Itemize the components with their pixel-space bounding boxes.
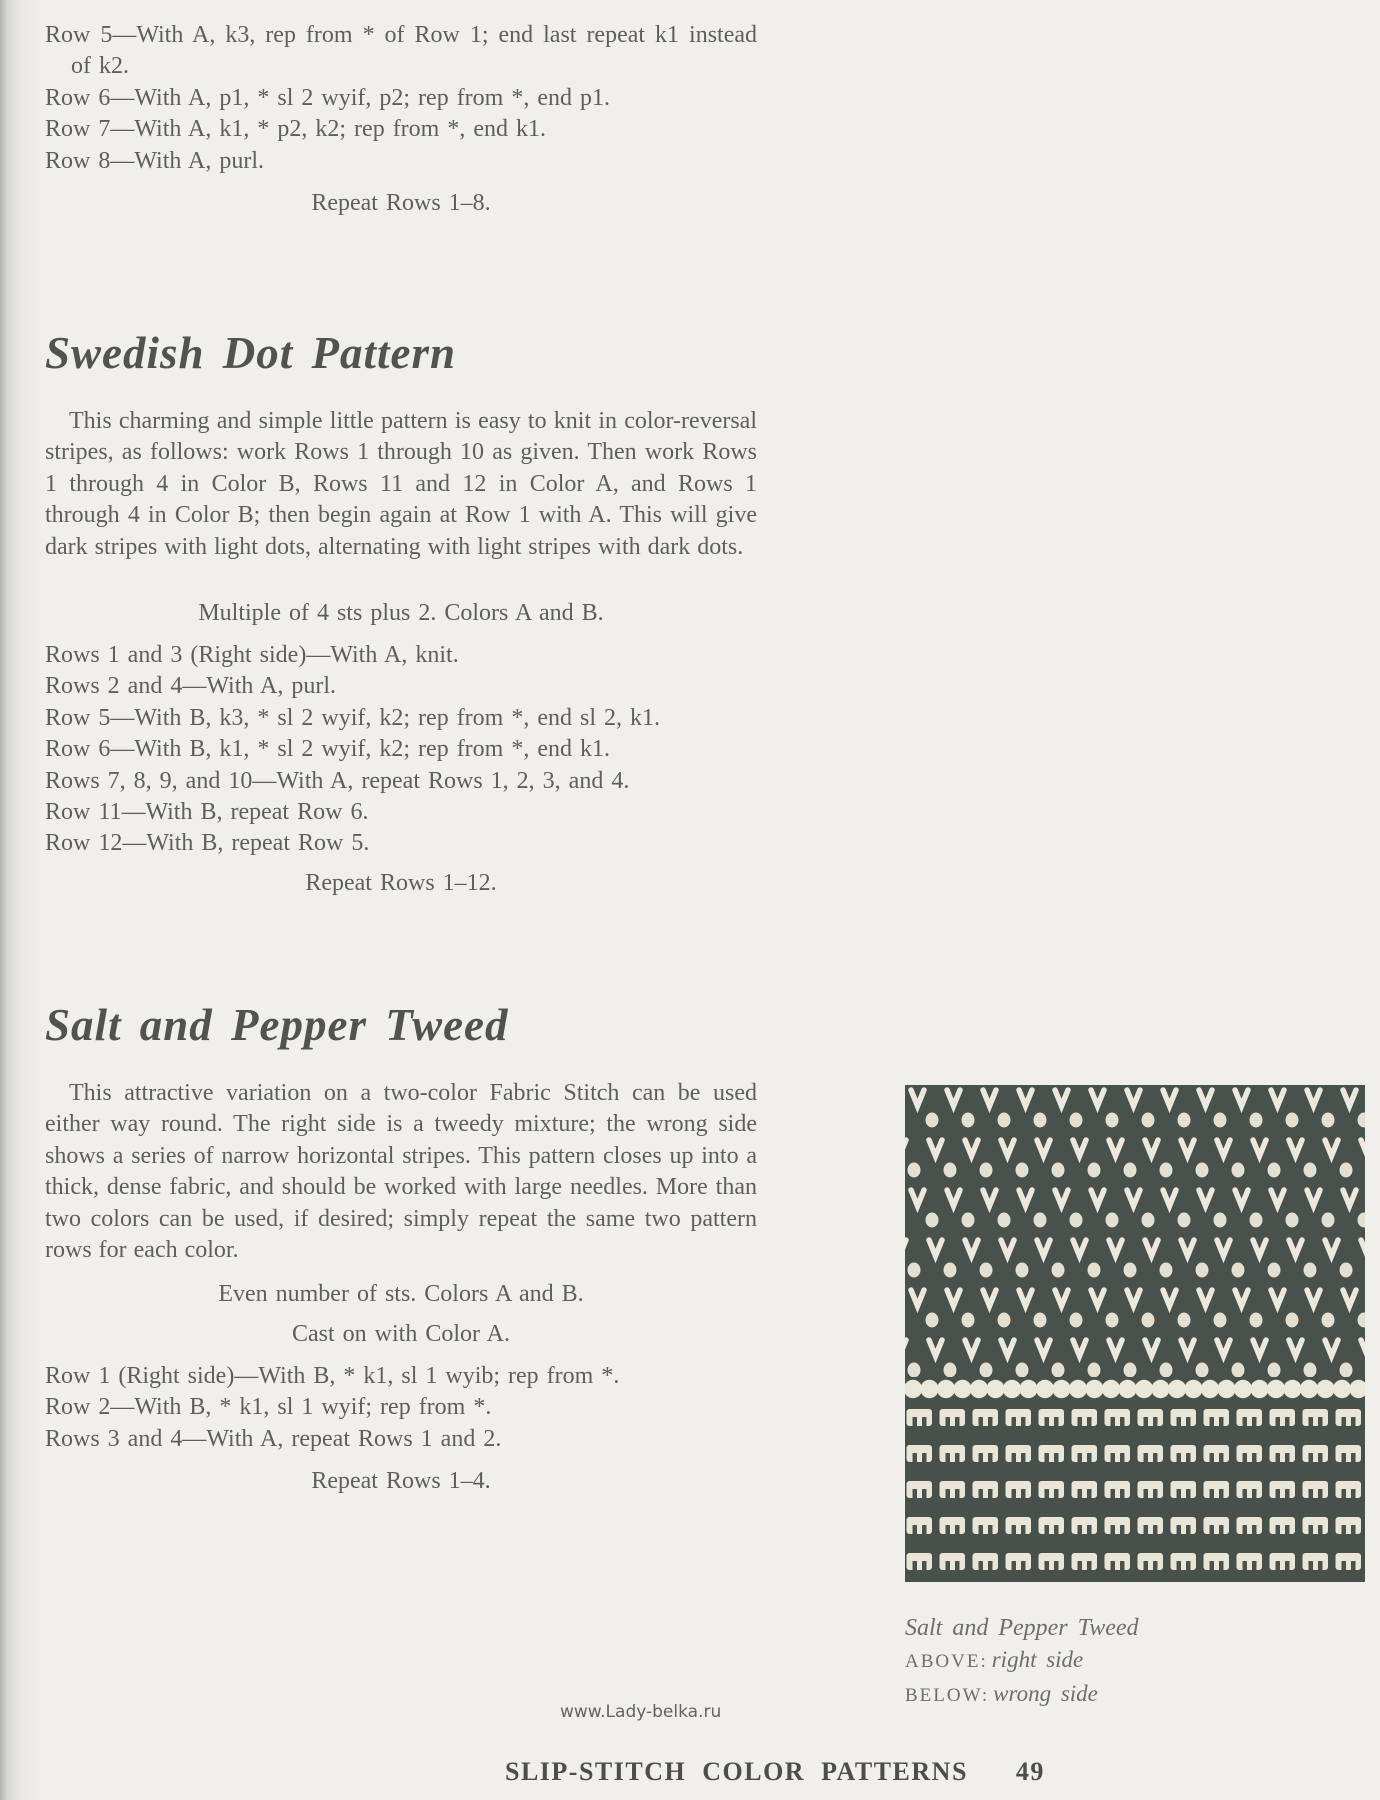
pattern-row: Rows 7, 8, 9, and 10—With A, repeat Rows 1, 2, 3, and 4. bbox=[45, 767, 630, 794]
caption-below-label: BELOW: bbox=[905, 1685, 990, 1706]
caption-below-line bbox=[905, 1678, 1139, 1712]
pattern-row: Row 5—With A, k3, rep from * of Row 1; end last repeat k1 instead of k2. bbox=[45, 22, 757, 80]
footer-page-number: 49 bbox=[1015, 1757, 1045, 1786]
knitting-swatch-photo bbox=[905, 1085, 1365, 1582]
pattern-row: Row 6—With B, k1, * sl 2 wyif, k2; rep from *, end k1. bbox=[45, 736, 610, 763]
caption-below-value: wrong side bbox=[993, 1681, 1098, 1706]
section-title-swedish-dot: Swedish Dot Pattern bbox=[45, 328, 457, 378]
salt-pepper-intro: This attractive variation on a two-color Fabric Stitch can be used either way round. The right side is a tweedy mixture; the wrong side shows a series of narrow horizontal stripes. This pattern closes up into a thick, dense fabric, and should be worked with large needles. More than two colors can be used, if desired; simply repeat the same two pattern rows for each color. bbox=[45, 1080, 757, 1264]
pattern-row: Row 8—With A, purl. bbox=[45, 147, 265, 174]
footer-section-title: SLIP-STITCH COLOR PATTERNS bbox=[505, 1757, 968, 1786]
repeat-note: Repeat Rows 1–4. bbox=[311, 1468, 491, 1494]
page-footer bbox=[505, 1757, 1045, 1787]
continued-pattern-rows bbox=[45, 20, 757, 177]
pattern-row: Row 5—With B, k3, * sl 2 wyif, k2; rep from *, end sl 2, k1. bbox=[45, 704, 660, 731]
pattern-row: Row 2—With B, * k1, sl 1 wyif; rep from *. bbox=[45, 1394, 492, 1421]
swedish-dot-intro: This charming and simple little pattern is easy to knit in color-reversal stripes, as follows: work Rows 1 through 10 as given. Then work Rows 1 through 4 in Color B, Rows 11 and 12 in Color A, and Rows 1 through 4 in Color B; then begin again at Row 1 with A. This will give dark stripes with light dots, alternating with light stripes with dark dots. bbox=[45, 408, 757, 560]
caption-above-value: right side bbox=[991, 1647, 1084, 1672]
pattern-row: Row 11—With B, repeat Row 6. bbox=[45, 799, 369, 826]
salt-pepper-sts-note: Even number of sts. Colors A and B. bbox=[218, 1281, 584, 1307]
salt-pepper-cast-note: Cast on with Color A. bbox=[291, 1321, 510, 1347]
swedish-dot-cast-note: Multiple of 4 sts plus 2. Colors A and B. bbox=[198, 600, 604, 626]
caption-above-line bbox=[905, 1644, 1139, 1678]
pattern-row: Row 7—With A, k1, * p2, k2; rep from *, end k1. bbox=[45, 116, 546, 143]
pattern-row: Rows 3 and 4—With A, repeat Rows 1 and 2. bbox=[45, 1425, 502, 1452]
caption-above-label: ABOVE: bbox=[905, 1651, 988, 1672]
repeat-note: Repeat Rows 1–12. bbox=[305, 870, 497, 896]
salt-pepper-rows bbox=[45, 1361, 757, 1455]
page-gutter-shadow bbox=[0, 0, 42, 1800]
watermark: www.Lady-belka.ru bbox=[560, 1702, 722, 1722]
swedish-dot-rows bbox=[45, 640, 757, 860]
section-title-salt-pepper: Salt and Pepper Tweed bbox=[45, 1000, 509, 1050]
pattern-row: Rows 1 and 3 (Right side)—With A, knit. bbox=[45, 642, 459, 668]
pattern-row: Row 6—With A, p1, * sl 2 wyif, p2; rep from *, end p1. bbox=[45, 84, 610, 111]
pattern-row: Row 1 (Right side)—With B, * k1, sl 1 wyib; rep from *. bbox=[45, 1363, 620, 1389]
photo-caption-title: Salt and Pepper Tweed bbox=[905, 1615, 1139, 1641]
pattern-row: Rows 2 and 4—With A, purl. bbox=[45, 673, 337, 700]
pattern-row: Row 12—With B, repeat Row 5. bbox=[45, 830, 370, 857]
repeat-note: Repeat Rows 1–8. bbox=[311, 190, 491, 216]
photo-caption bbox=[905, 1612, 1139, 1712]
